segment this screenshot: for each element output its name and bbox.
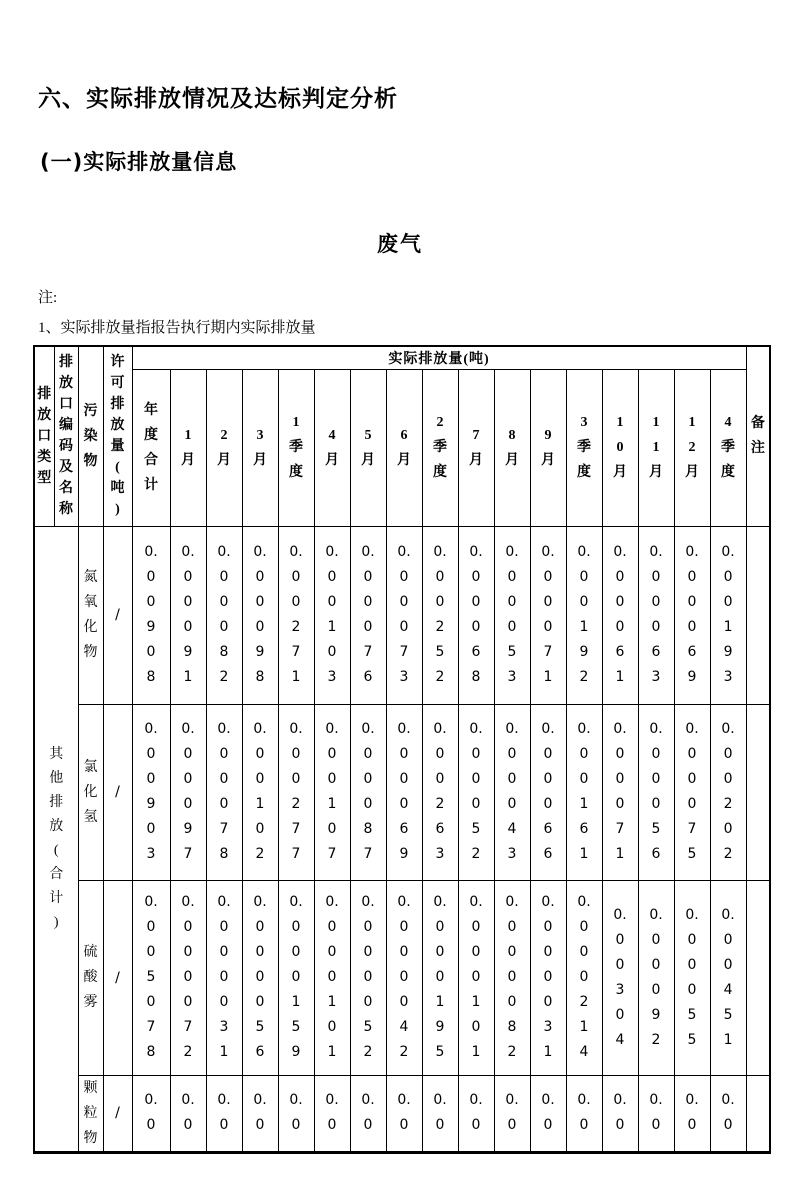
value-number: 0. 0 0 2 0 2: [721, 721, 735, 862]
header-period-6月: [386, 369, 422, 526]
table-row: [34, 1075, 770, 1152]
value-cell: [638, 880, 674, 1075]
table-row: [34, 704, 770, 880]
value-cell: [638, 1075, 674, 1152]
header-outlet-type-label: 排 放 口 类 型: [37, 386, 52, 486]
remark-cell: [746, 704, 770, 880]
header-period-label: 9 月: [541, 427, 555, 468]
value-cell: [386, 526, 422, 704]
value-number: 0. 0 0 0 5 5: [685, 906, 699, 1048]
header-period-label: 年 度 合 计: [144, 402, 158, 493]
value-cell: [674, 526, 710, 704]
permitted-amount-cell: /: [103, 1075, 132, 1152]
value-number: 0. 0: [361, 1092, 375, 1133]
value-number: 0. 0 0 0 0 3 1: [541, 894, 555, 1060]
value-number: 0. 0 0 0 2 1 4: [577, 894, 591, 1060]
value-cell: [314, 704, 350, 880]
value-number: 0. 0 0 0 6 9: [397, 721, 411, 862]
value-number: 0. 0: [289, 1092, 303, 1133]
value-number: 0. 0: [253, 1092, 267, 1133]
notes-label: 注:: [38, 290, 58, 306]
permitted-amount-cell: /: [103, 526, 132, 704]
value-cell: [422, 526, 458, 704]
value-cell: [458, 526, 494, 704]
header-remark-label: 备 注: [750, 416, 765, 457]
pollutant-cell: [78, 1075, 103, 1152]
pollutant-cell: [78, 704, 103, 880]
value-number: 0. 0: [685, 1092, 699, 1133]
value-cell: [350, 1075, 386, 1152]
header-period-label: 1 0 月: [613, 415, 627, 480]
value-cell: [206, 704, 242, 880]
value-number: 0. 0: [469, 1092, 483, 1133]
value-number: 0. 0 0 0 0 5 2: [361, 894, 375, 1060]
value-number: 0. 0 0 4 5 1: [721, 906, 735, 1048]
value-number: 0. 0 0 0 6 1: [613, 544, 627, 685]
remark-cell: [746, 526, 770, 704]
header-period-label: 1 月: [181, 427, 195, 468]
value-number: 0. 0 0 9 0 8: [144, 544, 158, 685]
value-cell: [602, 704, 638, 880]
value-cell: [314, 526, 350, 704]
value-cell: [674, 880, 710, 1075]
value-cell: [314, 880, 350, 1075]
value-cell: [206, 526, 242, 704]
value-number: 0. 0 0 0 6 9: [685, 544, 699, 685]
value-cell: [530, 704, 566, 880]
header-period-label: 1 季 度: [289, 415, 303, 480]
value-number: 0. 0 0 0 9 2: [649, 906, 663, 1048]
value-number: 0. 0 0 0 1 9 5: [433, 894, 447, 1060]
value-number: 0. 0 0 1 6 1: [577, 721, 591, 862]
header-period-3月: [242, 369, 278, 526]
value-number: 0. 0 0 0 1 0 1: [325, 894, 339, 1060]
value-number: 0. 0 0 2 6 3: [433, 721, 447, 862]
pollutant-name: 氯 化 氢: [83, 759, 98, 825]
value-cell: [674, 704, 710, 880]
value-number: 0. 0 0 0 9 1: [181, 544, 195, 685]
table-body: [34, 526, 770, 1152]
value-number: 0. 0 0 0 6 3: [649, 544, 663, 685]
value-number: 0. 0 0 0 0 5 6: [253, 894, 267, 1060]
header-permitted-amount-label: 许 可 排 放 量 ( 吨 ): [110, 355, 125, 518]
value-cell: [386, 704, 422, 880]
value-number: 0. 0 0 1 0 7: [325, 721, 339, 862]
header-period-label: 2 月: [217, 427, 231, 468]
value-number: 0. 0 0 0 8 2: [217, 544, 231, 685]
value-cell: [170, 704, 206, 880]
value-cell: [314, 1075, 350, 1152]
value-cell: [638, 526, 674, 704]
value-number: 0. 0 0 2 7 7: [289, 721, 303, 862]
value-number: 0. 0 0 0 0 8 2: [505, 894, 519, 1060]
outlet-type-value: 其 他 排 放 ( 合 计 ): [49, 746, 64, 930]
value-cell: [494, 704, 530, 880]
value-number: 0. 0: [144, 1092, 158, 1133]
value-cell: [530, 1075, 566, 1152]
value-cell: [350, 880, 386, 1075]
value-cell: [170, 1075, 206, 1152]
header-period-2季度: [422, 369, 458, 526]
header-period-label: 4 季 度: [721, 415, 736, 480]
value-number: 0. 0 0 1 9 3: [721, 544, 735, 685]
value-cell: [710, 704, 746, 880]
value-cell: [278, 1075, 314, 1152]
header-period-label: 3 月: [253, 427, 267, 468]
header-period-label: 4 月: [325, 427, 339, 468]
value-number: 0. 0 0 0 5 6: [649, 721, 663, 862]
value-cell: [674, 1075, 710, 1152]
value-cell: [710, 880, 746, 1075]
value-number: 0. 0: [721, 1092, 735, 1133]
value-cell: [602, 1075, 638, 1152]
value-number: 0. 0 0 0 9 7: [181, 721, 195, 862]
value-number: 0. 0 0 0 4 3: [505, 721, 519, 862]
header-period-1月: [170, 369, 206, 526]
table-header: [34, 346, 770, 526]
header-period-annual-total: [132, 369, 170, 526]
value-number: 0. 0: [577, 1092, 591, 1133]
value-cell: [132, 526, 170, 704]
header-outlet-type: [34, 346, 54, 526]
value-number: 0. 0: [433, 1092, 447, 1133]
pollutant-name: 硫 酸 雾: [83, 945, 98, 1010]
value-number: 0. 0 0 0 0 3 1: [217, 894, 231, 1060]
value-cell: [458, 1075, 494, 1152]
note-item-1: 1、实际排放量指报告执行期内实际排放量: [38, 320, 316, 336]
table-row: [34, 526, 770, 704]
value-cell: [602, 880, 638, 1075]
header-permitted-amount: [103, 346, 132, 526]
value-cell: [350, 704, 386, 880]
value-number: 0. 0 0 1 0 2: [253, 721, 267, 862]
header-period-label: 3 季 度: [577, 415, 591, 480]
value-cell: [494, 1075, 530, 1152]
value-cell: [386, 880, 422, 1075]
header-outlet-code-name: [54, 346, 78, 526]
value-number: 0. 0 0 0 6 6: [541, 721, 555, 862]
value-number: 0. 0 0 0 7 6: [361, 544, 375, 685]
header-pollutant-label: 污 染 物: [83, 403, 98, 469]
header-period-1季度: [278, 369, 314, 526]
value-number: 0. 0: [181, 1092, 195, 1133]
value-number: 0. 0 0 0 7 1: [613, 721, 627, 862]
subsection-title: (一)实际排放量信息: [40, 150, 238, 174]
header-remark: [746, 346, 770, 526]
remark-cell: [746, 880, 770, 1075]
header-period-11月: [638, 369, 674, 526]
pollutant-cell: [78, 880, 103, 1075]
header-period-label: 1 1 月: [649, 415, 663, 480]
emissions-table: [33, 345, 771, 1154]
value-number: 0. 0 0 0 7 8: [217, 721, 231, 862]
pollutant-cell: [78, 526, 103, 704]
table-row: [34, 880, 770, 1075]
value-cell: [278, 526, 314, 704]
value-cell: [242, 1075, 278, 1152]
permitted-amount-cell: /: [103, 704, 132, 880]
value-number: 0. 0 0 5 0 7 8: [144, 894, 158, 1060]
value-cell: [422, 1075, 458, 1152]
value-cell: [132, 880, 170, 1075]
value-number: 0. 0 0 1 0 3: [325, 544, 339, 685]
value-cell: [170, 880, 206, 1075]
header-period-label: 7 月: [469, 427, 483, 468]
value-number: 0. 0 0 2 7 1: [289, 544, 303, 685]
value-number: 0. 0 0 2 5 2: [433, 544, 447, 685]
value-cell: [422, 704, 458, 880]
header-period-12月: [674, 369, 710, 526]
header-period-label: 8 月: [505, 427, 519, 468]
header-period-4月: [314, 369, 350, 526]
header-period-7月: [458, 369, 494, 526]
value-cell: [278, 880, 314, 1075]
value-cell: [458, 704, 494, 880]
header-period-9月: [530, 369, 566, 526]
header-period-label: 5 月: [361, 427, 375, 468]
value-cell: [530, 880, 566, 1075]
value-cell: [566, 880, 602, 1075]
value-cell: [422, 880, 458, 1075]
value-cell: [710, 1075, 746, 1152]
value-number: 0. 0 0 1 9 2: [577, 544, 591, 685]
value-number: 0. 0 0 0 5 2: [469, 721, 483, 862]
permitted-amount-cell: /: [103, 880, 132, 1075]
value-cell: [494, 526, 530, 704]
value-cell: [242, 880, 278, 1075]
header-period-label: 6 月: [397, 427, 411, 468]
value-number: 0. 0: [397, 1092, 411, 1133]
value-number: 0. 0 0 0 1 5 9: [289, 894, 303, 1060]
header-period-2月: [206, 369, 242, 526]
value-cell: [494, 880, 530, 1075]
value-number: 0. 0 0 0 7 5: [685, 721, 699, 862]
remark-cell: [746, 1075, 770, 1152]
value-cell: [566, 526, 602, 704]
header-actual-emission-group: 实际排放量(吨): [132, 346, 746, 369]
value-cell: [170, 526, 206, 704]
value-number: 0. 0 0 0 9 8: [253, 544, 267, 685]
value-number: 0. 0: [613, 1092, 627, 1133]
value-cell: [386, 1075, 422, 1152]
value-number: 0. 0 0 0 6 8: [469, 544, 483, 685]
value-cell: [566, 704, 602, 880]
value-number: 0. 0 0 0 0 7 2: [181, 894, 195, 1060]
value-cell: [278, 704, 314, 880]
value-number: 0. 0: [217, 1092, 231, 1133]
header-period-label: 1 2 月: [685, 415, 699, 480]
value-number: 0. 0: [325, 1092, 339, 1133]
value-number: 0. 0 0 0 7 1: [541, 544, 555, 685]
value-number: 0. 0 0 9 0 3: [144, 721, 158, 862]
header-pollutant: [78, 346, 103, 526]
value-number: 0. 0: [541, 1092, 555, 1133]
outlet-type-cell: [34, 526, 78, 1152]
header-period-4季度: [710, 369, 746, 526]
value-cell: [638, 704, 674, 880]
section-title: 六、实际排放情况及达标判定分析: [38, 86, 398, 112]
header-outlet-code-name-label: 排 放 口 编 码 及 名 称: [59, 355, 73, 518]
value-cell: [566, 1075, 602, 1152]
value-number: 0. 0 0 0 7 3: [397, 544, 411, 685]
header-period-8月: [494, 369, 530, 526]
value-cell: [458, 880, 494, 1075]
value-cell: [206, 1075, 242, 1152]
value-cell: [242, 526, 278, 704]
value-number: 0. 0 0 0 0 4 2: [397, 894, 411, 1060]
value-cell: [132, 704, 170, 880]
header-period-5月: [350, 369, 386, 526]
value-cell: [602, 526, 638, 704]
value-cell: [710, 526, 746, 704]
pollutant-name: 氮 氧 化 物: [83, 570, 98, 660]
value-number: 0. 0: [649, 1092, 663, 1133]
value-number: 0. 0 0 0 5 3: [505, 544, 519, 685]
value-cell: [242, 704, 278, 880]
value-number: 0. 0 0 3 0 4: [613, 906, 627, 1048]
value-cell: [350, 526, 386, 704]
value-number: 0. 0 0 0 1 0 1: [469, 894, 483, 1060]
waste-gas-table-title: 废气: [377, 232, 423, 256]
pollutant-name: 颗 粒 物: [83, 1080, 98, 1146]
value-cell: [132, 1075, 170, 1152]
header-period-3季度: [566, 369, 602, 526]
value-number: 0. 0 0 0 8 7: [361, 721, 375, 862]
value-cell: [530, 526, 566, 704]
value-number: 0. 0: [505, 1092, 519, 1133]
value-cell: [206, 880, 242, 1075]
header-period-label: 2 季 度: [433, 415, 447, 480]
header-period-10月: [602, 369, 638, 526]
